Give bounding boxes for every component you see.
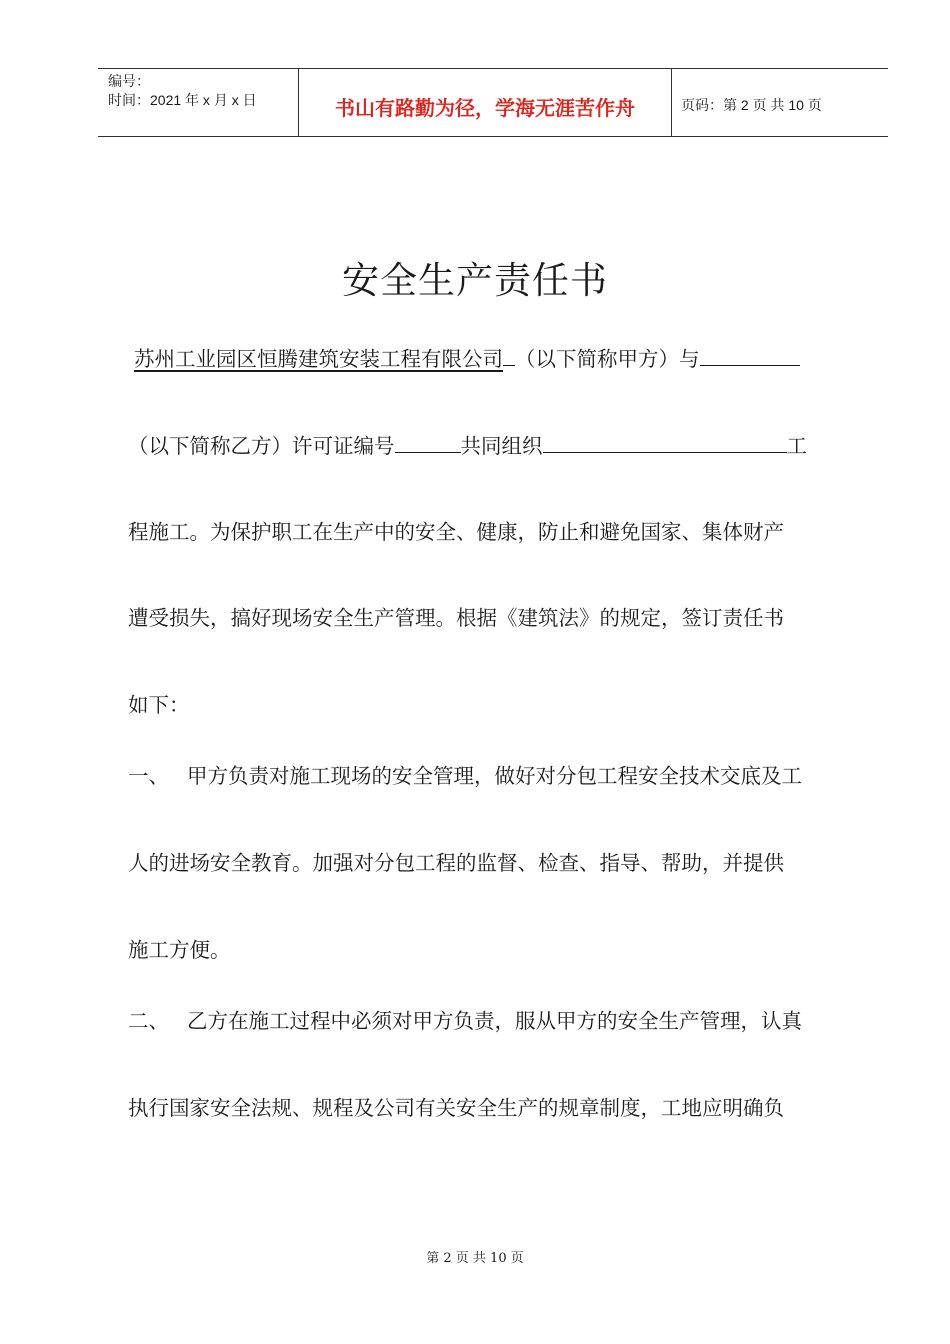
item-2-line-1: 乙方在施工过程中必须对甲方负责，服从甲方的安全生产管理，认真 (187, 1009, 802, 1033)
document-title: 安全生产责任书 (342, 259, 608, 302)
date-label: 时间：2021 年 x 月 x 日 (108, 92, 257, 108)
paragraph-line-3: 程施工。为保护职工在生产中的安全、健康，防止和避免国家、集体财产 (128, 520, 784, 544)
item-1-line-3: 施工方便。 (128, 938, 231, 962)
project-name-blank (543, 432, 787, 453)
item-1-line-1: 甲方负责对施工现场的安全管理，做好对分包工程安全技术交底及工 (187, 764, 802, 788)
item-1-line-2: 人的进场安全教育。加强对分包工程的监督、检查、指导、帮助，并提供 (128, 851, 784, 875)
party-a-text: （以下简称甲方）与 (515, 347, 700, 371)
page-footer: 第 2 页 共 10 页 (426, 1251, 524, 1266)
underline-blank (503, 345, 515, 366)
paragraph-line-1 (134, 345, 800, 372)
header-page-info: 页码：第 2 页 共 10 页 (681, 97, 822, 113)
party-b-text: （以下简称乙方）许可证编号 (128, 434, 395, 458)
paragraph-line-4: 遭受损失，搞好现场安全生产管理。根据《建筑法》的规定，签订责任书 (128, 606, 784, 630)
item-1-number: 一、 (128, 764, 169, 788)
header-left-cell (98, 69, 299, 136)
header-right-cell (672, 69, 888, 136)
joint-org-text: 共同组织 (460, 434, 543, 458)
item-2-line-2: 执行国家安全法规、规程及公司有关安全生产的规章制度，工地应明确负 (128, 1096, 784, 1120)
serial-number-label: 编号： (108, 73, 150, 89)
project-suffix-text: 工 (786, 434, 807, 458)
license-number-blank (395, 432, 461, 453)
paragraph-line-2 (128, 432, 807, 459)
paragraph-line-5: 如下： (128, 693, 190, 717)
header-middle-cell (299, 69, 672, 136)
header-motto: 书山有路勤为径，学海无涯苦作舟 (335, 96, 635, 120)
page-header (98, 68, 888, 137)
party-b-blank (700, 345, 800, 366)
item-2-number: 二、 (128, 1009, 169, 1033)
party-a-company: 苏州工业园区恒腾建筑安装工程有限公司 (134, 347, 503, 371)
